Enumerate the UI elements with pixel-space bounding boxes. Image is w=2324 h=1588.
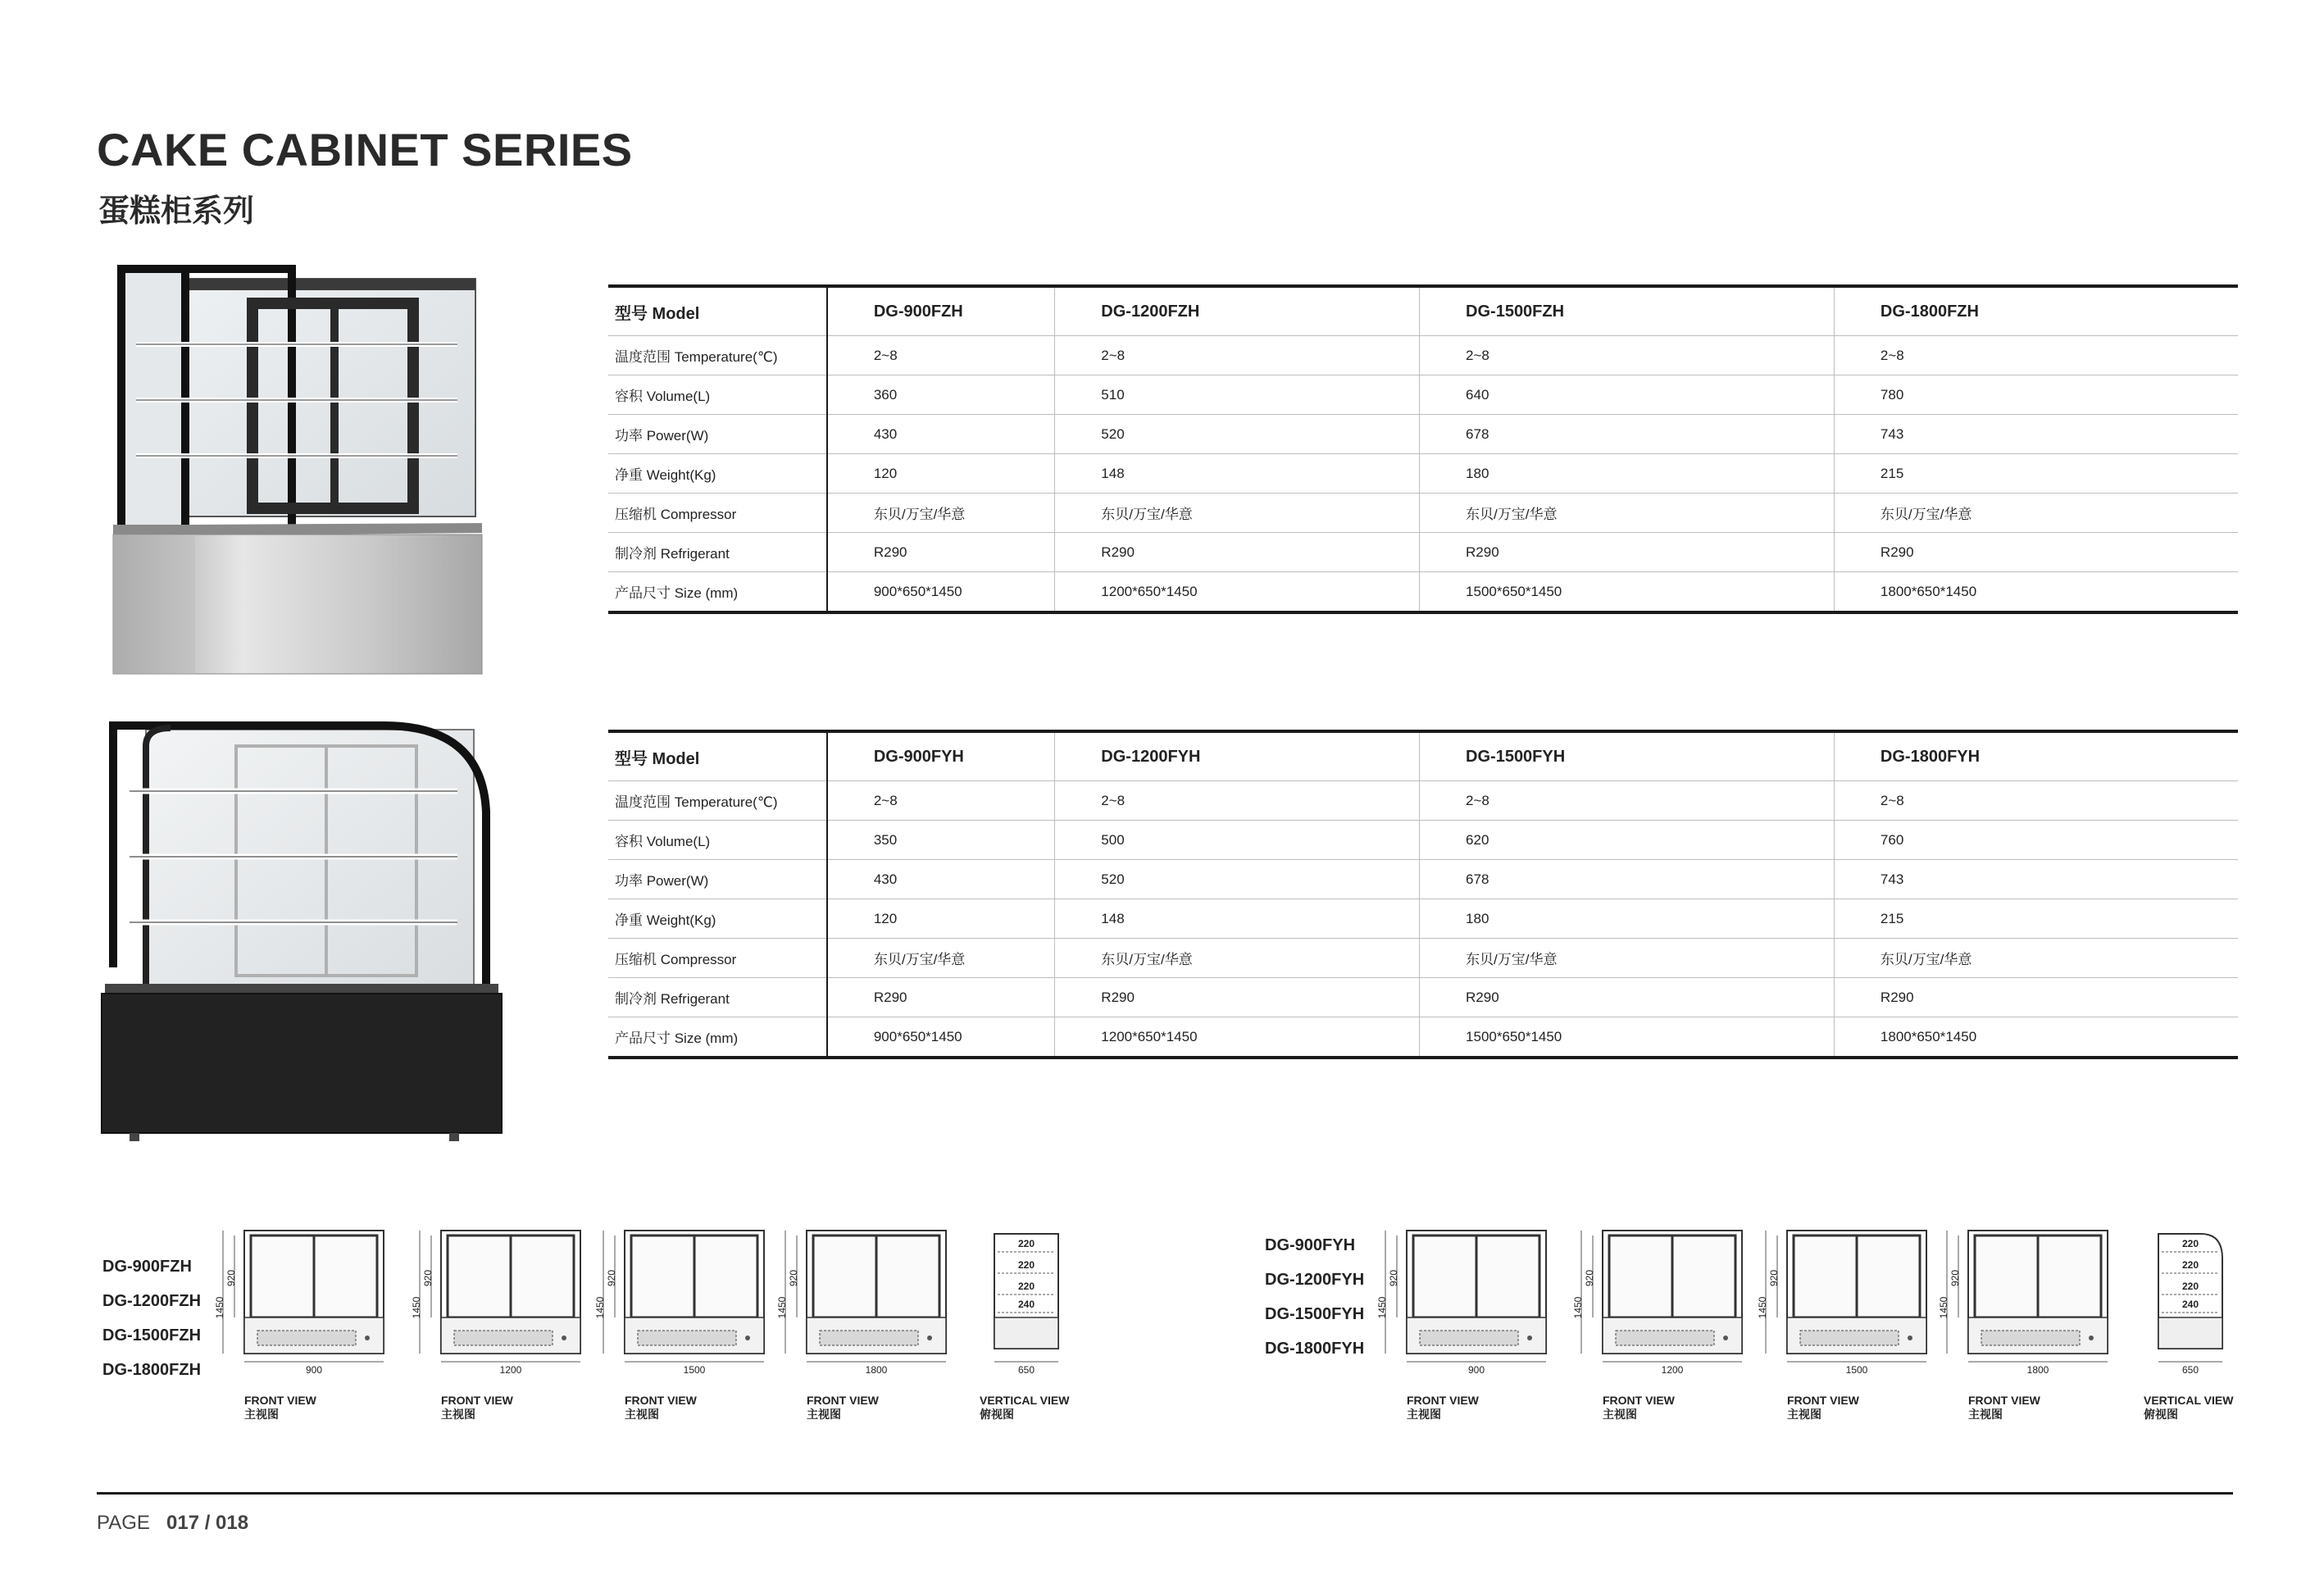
front-view-drawing (774, 1226, 953, 1381)
cell: R290 (1834, 533, 2238, 572)
cell: 2~8 (1420, 336, 1835, 375)
cell: 1200*650*1450 (1055, 572, 1420, 613)
shelf-spacing-dimension: 220 (2181, 1259, 2199, 1271)
cell: R290 (1055, 978, 1420, 1017)
caption-en: VERTICAL VIEW (2144, 1394, 2234, 1407)
front-view-drawing (211, 1226, 390, 1381)
front-view-caption (1968, 1394, 2040, 1422)
width-dimension: 900 (1467, 1364, 1485, 1376)
caption-en: FRONT VIEW (1407, 1394, 1479, 1407)
cell: 1500*650*1450 (1420, 1017, 1835, 1058)
cell: 东贝/万宝/华意 (1420, 939, 1835, 978)
cell: 180 (1420, 454, 1835, 494)
table-row (608, 1017, 2238, 1058)
vertical-view-caption (2144, 1394, 2233, 1422)
row-label: 压缩机 Compressor (608, 939, 827, 978)
vertical-view-drawing (2152, 1226, 2242, 1381)
height-dimension: 1450 (1938, 1296, 1949, 1319)
cell: 2~8 (1834, 336, 2238, 375)
cell: 东贝/万宝/华意 (1834, 494, 2238, 533)
cell: 620 (1420, 821, 1835, 860)
depth-dimension: 650 (2181, 1364, 2199, 1376)
caption-en: FRONT VIEW (1968, 1394, 2040, 1407)
row-label: 容积 Volume(L) (608, 375, 827, 415)
spec-table-fyh (608, 730, 2238, 1059)
model-name: DG-1800FZH (1834, 286, 2238, 336)
height-dimension: 1450 (594, 1296, 606, 1319)
width-dimension: 1200 (499, 1364, 522, 1376)
footer-divider (97, 1492, 2233, 1495)
width-dimension: 1500 (683, 1364, 706, 1376)
model-name: DG-1200FYH (1055, 731, 1420, 781)
shelf-spacing-dimension: 240 (1017, 1299, 1035, 1310)
height-dimension: 1450 (1376, 1296, 1388, 1319)
cell: 510 (1055, 375, 1420, 415)
row-label: 温度范围 Temperature(℃) (608, 781, 827, 821)
table-row (608, 978, 2238, 1017)
display-height-dimension: 920 (1768, 1269, 1780, 1287)
drawing-model-name: DG-1200FZH (102, 1292, 202, 1310)
row-label: 温度范围 Temperature(℃) (608, 336, 827, 375)
page-subtitle: 蛋糕柜系列 (98, 194, 255, 229)
cell: 东贝/万宝/华意 (1834, 939, 2238, 978)
caption-en: FRONT VIEW (441, 1394, 513, 1407)
cell: 640 (1420, 375, 1835, 415)
cell: 215 (1834, 454, 2238, 494)
height-dimension: 1450 (776, 1296, 788, 1319)
cell: 东贝/万宝/华意 (1055, 939, 1420, 978)
table-row (608, 494, 2238, 533)
height-dimension: 1450 (1757, 1296, 1768, 1319)
shelf-spacing-dimension: 240 (2181, 1299, 2199, 1310)
cell: 2~8 (1834, 781, 2238, 821)
depth-dimension: 650 (1017, 1364, 1035, 1376)
cell: R290 (1420, 533, 1835, 572)
cell: 120 (827, 899, 1055, 939)
caption-cn: 主视图 (1968, 1408, 2003, 1421)
model-name: DG-900FYH (827, 731, 1055, 781)
cell: 148 (1055, 899, 1420, 939)
cell: 2~8 (827, 336, 1055, 375)
caption-en: FRONT VIEW (1603, 1394, 1675, 1407)
front-view-drawing (1570, 1226, 1749, 1381)
drawing-model-name: DG-900FYH (1265, 1236, 1356, 1254)
page-label: PAGE (97, 1512, 150, 1534)
width-dimension: 1800 (865, 1364, 888, 1376)
shelf-spacing-dimension: 220 (1017, 1281, 1035, 1292)
front-view-caption (1787, 1394, 1859, 1422)
front-view-caption (244, 1394, 316, 1422)
cell: 215 (1834, 899, 2238, 939)
front-view-caption (625, 1394, 697, 1422)
cell: 148 (1055, 454, 1420, 494)
table-row (608, 533, 2238, 572)
cell: 2~8 (1420, 781, 1835, 821)
width-dimension: 900 (305, 1364, 323, 1376)
model-name: DG-900FZH (827, 286, 1055, 336)
drawing-model-name: DG-1500FZH (102, 1326, 202, 1345)
spec-table-fzh (608, 284, 2238, 614)
drawing-model-list-fyh (1265, 1228, 1364, 1366)
cell: 430 (827, 860, 1055, 899)
cell: 360 (827, 375, 1055, 415)
display-height-dimension: 920 (606, 1269, 617, 1287)
cell: 东贝/万宝/华意 (827, 939, 1055, 978)
cell: 743 (1834, 860, 2238, 899)
square-cabinet-photo (97, 262, 492, 689)
width-dimension: 1200 (1661, 1364, 1684, 1376)
drawing-model-name: DG-1200FYH (1265, 1271, 1365, 1289)
row-label: 产品尺寸 Size (mm) (608, 572, 827, 613)
caption-cn: 主视图 (1603, 1408, 1637, 1421)
cell: 2~8 (827, 781, 1055, 821)
cell: 678 (1420, 415, 1835, 454)
table-row (608, 899, 2238, 939)
shelf-spacing-dimension: 220 (1017, 1238, 1035, 1249)
display-height-dimension: 920 (1949, 1269, 1961, 1287)
caption-en: FRONT VIEW (244, 1394, 316, 1407)
display-height-dimension: 920 (1584, 1269, 1595, 1287)
caption-cn: 主视图 (441, 1408, 475, 1421)
cell: 900*650*1450 (827, 572, 1055, 613)
row-label: 制冷剂 Refrigerant (608, 978, 827, 1017)
cell: 520 (1055, 415, 1420, 454)
row-label: 净重 Weight(Kg) (608, 899, 827, 939)
page-number: 017 / 018 (166, 1512, 249, 1534)
model-name: DG-1800FYH (1834, 731, 2238, 781)
cell: 678 (1420, 860, 1835, 899)
cell: 120 (827, 454, 1055, 494)
page-title: CAKE CABINET SERIES (97, 124, 633, 175)
cell: 1800*650*1450 (1834, 572, 2238, 613)
height-dimension: 1450 (214, 1296, 225, 1319)
cell: 500 (1055, 821, 1420, 860)
table-row (608, 454, 2238, 494)
caption-en: FRONT VIEW (807, 1394, 879, 1407)
row-label: 容积 Volume(L) (608, 821, 827, 860)
table-row (608, 860, 2238, 899)
caption-cn: 主视图 (625, 1408, 659, 1421)
cell: 2~8 (1055, 781, 1420, 821)
cell: 520 (1055, 860, 1420, 899)
caption-cn: 主视图 (1787, 1408, 1821, 1421)
drawing-model-name: DG-1800FYH (1265, 1340, 1365, 1358)
cell: R290 (1420, 978, 1835, 1017)
curved-cabinet-photo (97, 713, 507, 1172)
vertical-view-caption (980, 1394, 1069, 1422)
width-dimension: 1500 (1845, 1364, 1868, 1376)
row-label: 净重 Weight(Kg) (608, 454, 827, 494)
table-row (608, 781, 2238, 821)
caption-en: VERTICAL VIEW (980, 1394, 1070, 1407)
table-header-row (608, 731, 2238, 781)
table-row (608, 939, 2238, 978)
caption-cn: 主视图 (807, 1408, 841, 1421)
vertical-view-drawing (988, 1226, 1078, 1381)
cell: R290 (1834, 978, 2238, 1017)
cell: R290 (827, 978, 1055, 1017)
model-header: 型号 Model (608, 286, 827, 336)
front-view-caption (1407, 1394, 1479, 1422)
row-label: 功率 Power(W) (608, 860, 827, 899)
shelf-spacing-dimension: 220 (2181, 1281, 2199, 1292)
front-view-drawing (1935, 1226, 2114, 1381)
table-row (608, 572, 2238, 613)
caption-cn: 主视图 (244, 1408, 279, 1421)
row-label: 压缩机 Compressor (608, 494, 827, 533)
caption-cn: 俯视图 (980, 1408, 1014, 1421)
caption-cn: 俯视图 (2144, 1408, 2178, 1421)
cell: 430 (827, 415, 1055, 454)
front-view-caption (807, 1394, 879, 1422)
cell: 350 (827, 821, 1055, 860)
front-view-drawing (592, 1226, 771, 1381)
caption-en: FRONT VIEW (1787, 1394, 1859, 1407)
shelf-spacing-dimension: 220 (2181, 1238, 2199, 1249)
cell: 743 (1834, 415, 2238, 454)
table-row (608, 415, 2238, 454)
height-dimension: 1450 (1572, 1296, 1584, 1319)
drawing-model-name: DG-1500FYH (1265, 1305, 1365, 1323)
display-height-dimension: 920 (225, 1269, 237, 1287)
row-label: 功率 Power(W) (608, 415, 827, 454)
model-name: DG-1200FZH (1055, 286, 1420, 336)
cell: 780 (1834, 375, 2238, 415)
shelf-spacing-dimension: 220 (1017, 1259, 1035, 1271)
model-name: DG-1500FYH (1420, 731, 1835, 781)
display-height-dimension: 920 (422, 1269, 434, 1287)
caption-cn: 主视图 (1407, 1408, 1441, 1421)
cell: 东贝/万宝/华意 (1420, 494, 1835, 533)
model-header: 型号 Model (608, 731, 827, 781)
cell: 760 (1834, 821, 2238, 860)
front-view-caption (1603, 1394, 1675, 1422)
drawing-model-name: DG-900FZH (102, 1258, 192, 1276)
cell: 1800*650*1450 (1834, 1017, 2238, 1058)
table-header-row (608, 286, 2238, 336)
caption-en: FRONT VIEW (625, 1394, 697, 1407)
cell: R290 (827, 533, 1055, 572)
cell: 1200*650*1450 (1055, 1017, 1420, 1058)
cell: 东贝/万宝/华意 (1055, 494, 1420, 533)
row-label: 制冷剂 Refrigerant (608, 533, 827, 572)
table-row (608, 821, 2238, 860)
front-view-drawing (1754, 1226, 1933, 1381)
row-label: 产品尺寸 Size (mm) (608, 1017, 827, 1058)
model-name: DG-1500FZH (1420, 286, 1835, 336)
display-height-dimension: 920 (1388, 1269, 1399, 1287)
cell: 2~8 (1055, 336, 1420, 375)
cell: R290 (1055, 533, 1420, 572)
width-dimension: 1800 (2026, 1364, 2049, 1376)
drawing-model-name: DG-1800FZH (102, 1361, 202, 1379)
table-row (608, 375, 2238, 415)
front-view-caption (441, 1394, 513, 1422)
cell: 180 (1420, 899, 1835, 939)
height-dimension: 1450 (411, 1296, 422, 1319)
drawing-model-list-fzh (102, 1249, 201, 1387)
front-view-drawing (408, 1226, 587, 1381)
cell: 900*650*1450 (827, 1017, 1055, 1058)
cell: 1500*650*1450 (1420, 572, 1835, 613)
display-height-dimension: 920 (788, 1269, 799, 1287)
front-view-drawing (1374, 1226, 1553, 1381)
table-row (608, 336, 2238, 375)
cell: 东贝/万宝/华意 (827, 494, 1055, 533)
